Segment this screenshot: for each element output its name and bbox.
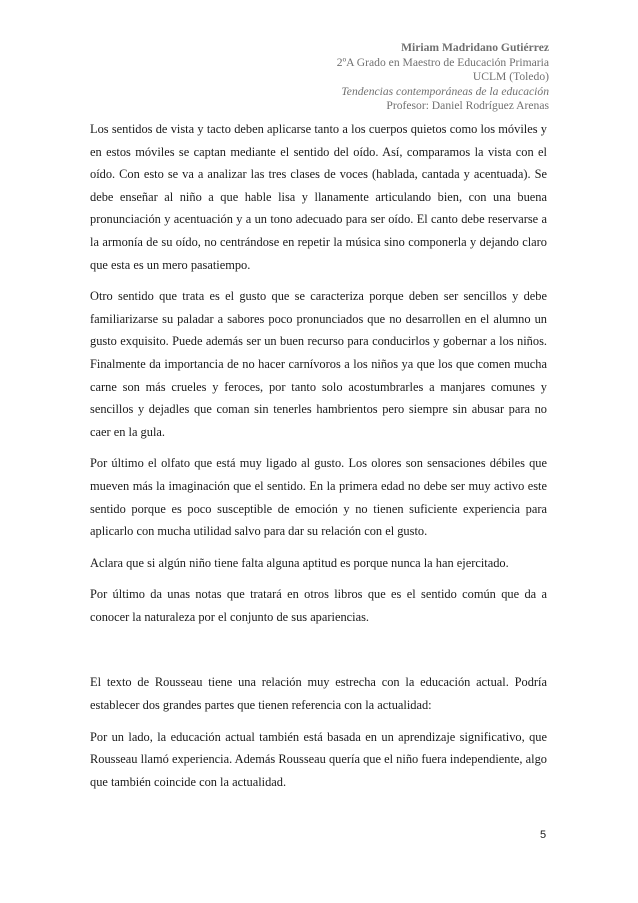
university-name: UCLM (Toledo): [472, 70, 549, 84]
document-body: [90, 118, 547, 802]
paragraph-aprendizaje-significativo: Por un lado, la educación actual también está basada en un aprendizaje significativo, que Rousseau llamó experiencia. Además Rousseau quería que el niño fuera independiente, algo que también coincide con la actualidad.: [90, 729, 547, 789]
paragraph-vista-tacto: Los sentidos de vista y tacto deben aplicarse tanto a los cuerpos quietos como los móviles y en estos móviles se captan mediante el sentido del oído. Así, comparamos la vista con el oído. Con esto se va a analizar las tres clases de voces (hablada, cantada y acentuada). Se debe enseñar al niño a que hable lisa y llanamente articulando bien, con una buena pronunciación y acentuación y a un tono adecuado para ser oído. El canto debe reservarse a la armonía de su oído, no centrándose en repetir la música sino componerla y dejando claro que esta es un mero pasatiempo.: [90, 122, 547, 272]
professor-name: Profesor: Daniel Rodríguez Arenas: [386, 99, 549, 113]
paragraph-olfato: Por último el olfato que está muy ligado al gusto. Los olores son sensaciones débiles que mueven más la imaginación que el sentido. En la primera edad no debe ser muy activo este sentido porque es poco susceptible de emoción y no tienen suficiente experiencia para aplicarlo con mucha utilidad salvo para dar su relación con el gusto.: [90, 456, 547, 539]
paragraph-rousseau-relacion: El texto de Rousseau tiene una relación muy estrecha con la educación actual. Podría establecer dos grandes partes que tienen referencia con la actualidad:: [90, 675, 547, 713]
course-title: Tendencias contemporáneas de la educación: [341, 84, 549, 98]
paragraph-sentido-comun: Por último da unas notas que tratará en otros libros que es el sentido común que da a conocer la naturaleza por el conjunto de sus apariencias.: [90, 587, 547, 624]
degree-program: 2ºA Grado en Maestro de Educación Primaria: [336, 55, 549, 69]
author-name: Miriam Madridano Gutiérrez: [401, 41, 549, 54]
paragraph-aptitud: Aclara que si algún niño tiene falta alguna aptitud es porque nunca la han ejercitado.: [90, 555, 509, 570]
page-number: 5: [540, 829, 547, 841]
paragraph-gusto: Otro sentido que trata es el gusto que se caracteriza porque deben ser sencillos y debe familiarizarse su paladar a sabores poco pronunciados que no desarrollen en el alumno un gusto exquisito. Puede además ser un buen recurso para conducirlos y gobernar a los niños. Finalmente da importancia de no hacer carnívoros a los niños ya que los que comen mucha carne son más crueles y feroces, por tanto solo acostumbrarles a manjares comunes y sencillos y dejadles que coman sin tenerles hambrientos pero siempre sin abusar para no caer en la gula.: [90, 289, 547, 439]
page-header: [229, 41, 549, 114]
